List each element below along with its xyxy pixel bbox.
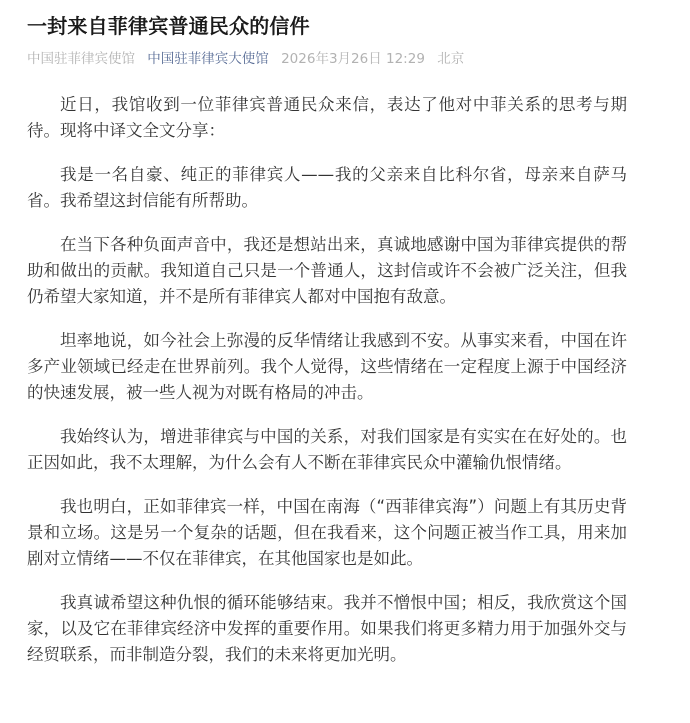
paragraph: 在当下各种负面声音中，我还是想站出来，真诚地感谢中国为菲律宾提供的帮助和做出的贡献。我知道自己只是一个普通人，这封信或许不会被广泛关注，但我仍希望大家知道，并不是所有菲律宾人都对中国抱有敌意。 <box>27 235 627 306</box>
account-name-link[interactable]: 中国驻菲律宾大使馆 <box>147 51 269 67</box>
article-meta <box>27 49 627 69</box>
publish-location: 北京 <box>437 51 465 67</box>
paragraph: 我是一名自豪、纯正的菲律宾人——我的父亲来自比科尔省，母亲来自萨马省。我希望这封信能有所帮助。 <box>27 165 627 210</box>
article-content <box>27 92 627 668</box>
article-title: 一封来自菲律宾普通民众的信件 <box>27 14 310 38</box>
faint-watermark <box>315 690 435 710</box>
paragraph: 我真诚希望这种仇恨的循环能够结束。我并不憎恨中国；相反，我欣赏这个国家，以及它在菲律宾经济中发挥的重要作用。如果我们将更多精力用于加强外交与经贸联系，而非制造分裂，我们的未来将更加光明。 <box>27 593 627 664</box>
paragraph: 近日，我馆收到一位菲律宾普通民众来信，表达了他对中菲关系的思考与期待。现将中译文全文分享： <box>27 95 627 140</box>
paragraph: 我也明白，正如菲律宾一样，中国在南海（“西菲律宾海”）问题上有其历史背景和立场。这是另一个复杂的话题，但在我看来，这个问题正被当作工具，用来加剧对立情绪——不仅在菲律宾，在其他国家也是如此。 <box>27 497 627 568</box>
paragraph: 我始终认为，增进菲律宾与中国的关系，对我们国家是有实实在在好处的。也正因如此，我不太理解，为什么会有人不断在菲律宾民众中灌输仇恨情绪。 <box>27 427 627 472</box>
publish-date: 2026年3月26日 12:29 <box>281 51 425 67</box>
article <box>27 0 627 686</box>
author-name: 中国驻菲律宾使馆 <box>27 51 135 67</box>
paragraph: 坦率地说，如今社会上弥漫的反华情绪让我感到不安。从事实来看，中国在许多产业领域已经走在世界前列。我个人觉得，这些情绪在一定程度上源于中国经济的快速发展，被一些人视为对既有格局的冲击。 <box>27 331 627 402</box>
